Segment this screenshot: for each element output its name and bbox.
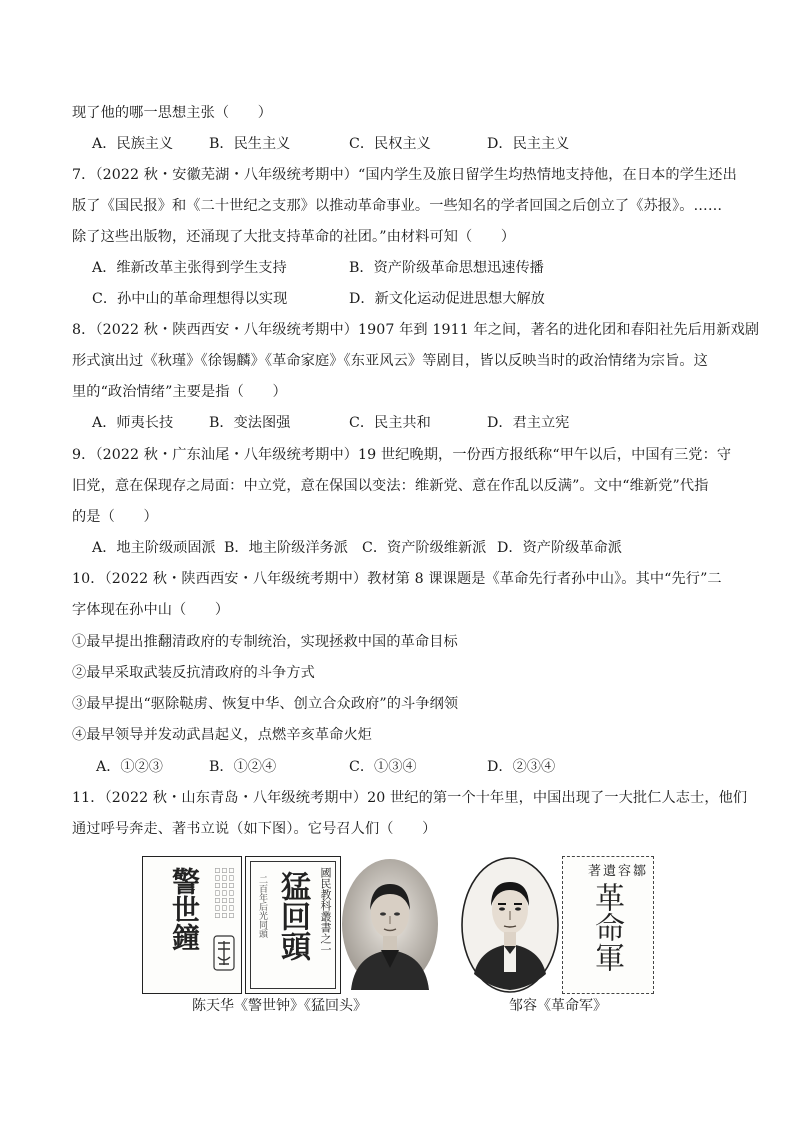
q8-option-a[interactable]: A．师夷长技: [92, 415, 174, 431]
q7-stem-line2: 版了《国民报》和《二十世纪之支那》以推动革命事业。一些知名的学者回国之后创立了《苏报》。……: [72, 198, 723, 214]
q6-option-c[interactable]: C．民权主义: [349, 136, 431, 152]
q10-stem-line2: 字体现在孙中山（ ）: [72, 602, 230, 618]
q8-stem-line3: 里的“政治情绪”主要是指（ ）: [72, 384, 287, 400]
q9-option-d[interactable]: D．资产阶级革命派: [497, 540, 622, 556]
q8-option-d[interactable]: D．君主立宪: [487, 415, 570, 431]
q9-stem-line1: 9．（2022 秋・广东汕尾・八年级统考期中）19 世纪晚期，一份西方报纸称“甲午以后，中国有三党：守: [72, 447, 732, 463]
q6-stem-tail: 现了他的哪一思想主张（ ）: [72, 105, 273, 121]
q8-option-b[interactable]: B．变法图强: [209, 415, 291, 431]
q10-stem-line1: 10．（2022 秋・陕西西安・八年级统考期中）教材第 8 课课题是《革命先行者孙中山》。其中“先行”二: [72, 571, 722, 587]
q6-option-a[interactable]: A．民族主义: [92, 136, 174, 152]
book2-left-inscription: 二百年后光同頭: [257, 875, 267, 938]
q6-option-d[interactable]: D．民主主义: [487, 136, 570, 152]
book1-seal-stamp: [213, 935, 235, 971]
q10-option-c[interactable]: C．①③④: [349, 759, 417, 775]
q7-stem-line3: 除了这些出版物，还涌现了大批支持革命的社团。”由材料可知（ ）: [72, 229, 516, 245]
q7-option-b[interactable]: B．资产阶级革命思想迅速传播: [349, 260, 544, 276]
q9-stem-line3: 的是（ ）: [72, 509, 158, 525]
q8-stem-line1: 8．（2022 秋・陕西西安・八年级统考期中）1907 年到 1911 年之间，著名的进化团和春阳社先后用新戏剧: [72, 322, 760, 338]
q7-option-c[interactable]: C．孙中山的革命理想得以实现: [92, 291, 288, 307]
q11-stem-line2: 通过呼号奔走、著书立说（如下图）。它号召人们（ ）: [72, 821, 437, 837]
q9-option-c[interactable]: C．资产阶级维新派: [362, 540, 487, 556]
portrait-chen-tianhua: [341, 858, 439, 990]
q9-option-a[interactable]: A．地主阶级顽固派: [92, 540, 216, 556]
caption-chen-tianhua: 陈天华《警世钟》《猛回头》: [192, 998, 367, 1014]
q10-option-d[interactable]: D．②③④: [487, 759, 556, 775]
book1-side-text: □□□□□□□ □□□□□□□ □□□□□□□: [214, 867, 235, 920]
q9-stem-line2: 旧党，意在保现存之局面：中立党，意在保国以变法：维新党、意在作乱以反满”。文中“维新党”代指: [72, 478, 709, 494]
q9-option-b[interactable]: B．地主阶级洋务派: [224, 540, 348, 556]
q10-item-3: ③最早提出“驱除鞑虏、恢复中华、创立合众政府”的斗争纲领: [72, 696, 459, 712]
book-cover-gemingjun: [562, 856, 654, 994]
book3-title: 革命軍: [589, 882, 624, 972]
book-cover-jingshizhong: [142, 856, 242, 994]
q8-stem-line2: 形式演出过《秋瑾》《徐锡麟》《革命家庭》《东亚风云》等剧目，皆以反映当时的政治情绪为宗旨。这: [72, 353, 708, 369]
book-cover-menghuitou: [245, 856, 341, 994]
q10-option-b[interactable]: B．①②④: [209, 759, 277, 775]
book3-author-label: 鄒容遺著: [587, 864, 648, 879]
q10-option-a[interactable]: A．①②③: [96, 759, 163, 775]
caption-zou-rong: 邹容《革命军》: [509, 998, 607, 1014]
q7-option-a[interactable]: A．维新改革主张得到学生支持: [92, 260, 287, 276]
q10-item-1: ①最早提出推翻清政府的专制统治，实现拯救中国的革命目标: [72, 634, 458, 650]
q10-item-4: ④最早领导并发动武昌起义，点燃辛亥革命火炬: [72, 727, 373, 743]
q10-item-2: ②最早采取武装反抗清政府的斗争方式: [72, 665, 315, 681]
book1-title: 警世鐘: [168, 867, 201, 951]
q7-stem-line1: 7．（2022 秋・安徽芜湖・八年级统考期中）“国内学生及旅日留学生均热情地支持他，在日本的学生还出: [72, 167, 737, 183]
q6-option-b[interactable]: B．民生主义: [209, 136, 291, 152]
book2-title: 猛回頭: [275, 871, 310, 961]
portrait-zou-rong: [460, 856, 560, 994]
q7-option-d[interactable]: D．新文化运动促进思想大解放: [349, 291, 545, 307]
q11-stem-line1: 11．（2022 秋・山东青岛・八年级统考期中）20 世纪的第一个十年里，中国出现了一大批仁人志士，他们: [72, 790, 748, 806]
book2-series-label: 國民教科叢書之一: [319, 867, 332, 955]
q8-option-c[interactable]: C．民主共和: [349, 415, 431, 431]
